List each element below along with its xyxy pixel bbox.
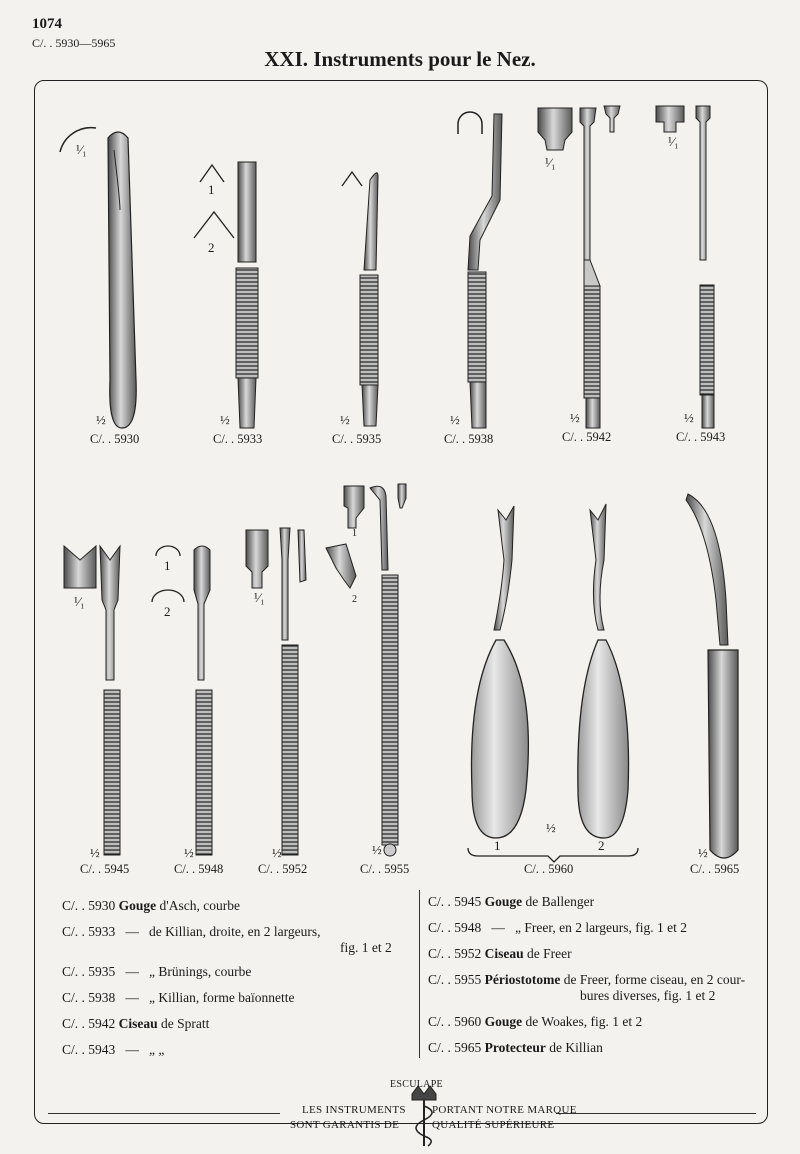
figure-caption-5942: C/. . 5942 [562,430,612,444]
fig-number: 1 [208,182,215,197]
profile-1 [156,546,180,556]
footer-text: SONT GARANTIS DE [290,1119,400,1131]
figure-caption-5960: C/. . 5960 [524,862,574,876]
list-item-continuation: fig. 1 et 2 [340,940,392,955]
list-item: C/. . 5933 — de Killian, droite, en 2 largeurs, [62,924,321,939]
instrument-5945 [64,546,120,855]
footer-rule-right [556,1113,756,1114]
instrument-5948 [152,546,212,855]
scale-label: ½ [698,845,708,860]
scale-label: ½ [372,842,382,857]
instrument-5952 [246,528,306,855]
scale-label: ½ [220,412,230,427]
scale-label: ¹⁄₁ [76,142,87,157]
instrument-5960-2 [578,504,629,838]
instrument-5935 [342,172,378,426]
scale-label: ¹⁄₁ [668,134,679,149]
column-divider [419,890,420,1058]
scale-label: ½ [684,410,694,425]
page-number: 1074 [32,16,62,32]
list-item: C/. . 5945 Gouge de Ballenger [428,894,595,909]
tip-detail-1 [344,486,364,528]
esculape-emblem [412,1086,436,1146]
profile-2 [152,590,184,602]
profile-1 [200,165,224,182]
list-item: C/. . 5965 Protecteur de Killian [428,1040,603,1055]
instrument-5943 [656,106,714,428]
list-item: C/. . 5935 — „ Brünings, courbe [62,964,252,979]
instrument-5930 [60,128,136,428]
profile-2 [194,212,234,238]
figure-caption-5933: C/. . 5933 [213,432,263,446]
gouge-body [108,132,136,428]
fig-number: 2 [352,594,357,605]
tip-detail [246,530,268,588]
instrument-5933 [194,162,258,428]
list-item: C/. . 5943 — „ „ [62,1042,165,1057]
footer-text: QUALITÉ SUPÉRIEURE [432,1119,555,1131]
footer-rule-left [48,1113,280,1114]
scale-label: ½ [340,412,350,427]
figure-caption-5938: C/. . 5938 [444,432,494,446]
footer-text: LES INSTRUMENTS [302,1104,406,1116]
list-item: C/. . 5938 — „ Killian, forme baïonnette [62,990,295,1005]
scale-label: ½ [96,412,106,427]
scale-label: ½ [450,412,460,427]
scale-label: ¹⁄₁ [254,590,265,605]
scale-label: ½ [90,845,100,860]
fig-number: 1 [164,558,171,573]
list-item: C/. . 5960 Gouge de Woakes, fig. 1 et 2 [428,1014,643,1029]
scale-label: ½ [272,845,282,860]
fig-number: 2 [598,838,605,853]
page-range: C/. . 5930—5965 [32,36,116,50]
figure-caption-5945: C/. . 5945 [80,862,130,876]
scale-label: ¹⁄₁ [74,594,85,609]
tip-detail-2 [326,544,356,588]
fig-number: 1 [352,528,357,539]
fig-number: 2 [208,240,215,255]
scale-label: ¹⁄₁ [545,155,556,170]
instrument-5965 [686,494,738,858]
tip-detail [656,106,684,132]
instrument-5938 [458,112,502,428]
figure-caption-5935: C/. . 5935 [332,432,382,446]
figure-caption-5930: C/. . 5930 [90,432,140,446]
tip-detail [538,108,572,150]
footer-brand: ESCULAPE [390,1079,443,1090]
instrument-5960-1 [472,506,529,838]
list-item: C/. . 5948 — „ Freer, en 2 largeurs, fig. 1 et 2 [428,920,688,935]
tip-detail [64,546,96,588]
footer-text: PORTANT NOTRE MARQUE [432,1104,577,1116]
figure-caption-5952: C/. . 5952 [258,862,308,876]
figure-caption-5943: C/. . 5943 [676,430,726,444]
list-item: C/. . 5955 Périostotome de Freer, forme ciseau, en 2 cour- [428,972,746,987]
figure-caption-5965: C/. . 5965 [690,862,740,876]
scale-label: ½ [184,845,194,860]
list-item-continuation: bures diverses, fig. 1 et 2 [580,988,716,1003]
profile [458,112,482,134]
fig-number: 1 [494,838,501,853]
list-item: C/. . 5930 Gouge d'Asch, courbe [62,898,240,913]
scale-label: ½ [546,820,556,835]
page-title: XXI. Instruments pour le Nez. [264,47,536,71]
instrument-5955 [326,484,406,856]
list-item: C/. . 5942 Ciseau de Spratt [62,1016,210,1031]
figure-caption-5948: C/. . 5948 [174,862,224,876]
list-item: C/. . 5952 Ciseau de Freer [428,946,572,961]
scale-label: ½ [570,410,580,425]
fig-number: 2 [164,604,171,619]
figure-caption-5955: C/. . 5955 [360,862,410,876]
profile [342,172,362,186]
